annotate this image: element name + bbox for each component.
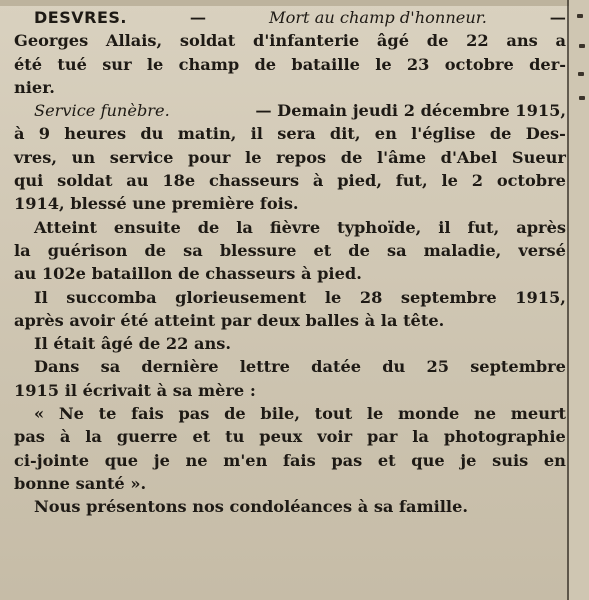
article-line: nier. [14,77,55,97]
adjacent-column-mark [579,96,585,100]
article-line: ci-jointe que je ne m'en fais pas et que je suis en [14,450,566,470]
article-line: Georges Allais, soldat d'infanterie âgé de 22 ans a [14,31,566,51]
article-line: bonne santé ». [14,473,147,493]
article-line [14,99,566,122]
adjacent-column-mark [577,14,583,18]
adjacent-column-strip [569,0,589,600]
line-text: — Demain jeudi 2 décembre 1915, [255,101,566,121]
place-name: DESVRES. [34,8,127,27]
article-line: Il succomba glorieusement le 28 septembre 1915, [34,287,566,307]
article-line: qui soldat au 18e chasseurs à pied, fut, le 2 octobre [14,171,566,191]
dash: — [549,8,566,27]
article-line: après avoir été atteint par deux balles à la tête. [14,310,445,330]
article-line: 1915 il écrivait à sa mère : [14,380,256,400]
article-line: Nous présentons nos condoléances à sa famille. [34,497,469,517]
article-line: 1914, blessé une première fois. [14,194,299,214]
article-body [14,6,566,519]
article-line: pas à la guerre et tu peux voir par la photographie [14,427,566,447]
article-line [14,6,566,29]
article-line: Dans sa dernière lettre datée du 25 septembre [34,357,566,377]
article-line: Il était âgé de 22 ans. [34,334,232,354]
article-line: été tué sur le champ de bataille le 23 octobre der- [14,54,566,74]
adjacent-column-mark [579,44,585,48]
article-line: « Ne te fais pas de bile, tout le monde ne meurt [34,404,566,424]
dash: — [189,8,207,27]
article-line: au 102e bataillon de chasseurs à pied. [14,264,362,284]
article-line: à 9 heures du matin, il sera dit, en l'église de Des- [14,124,566,144]
section-heading: Service funèbre. [34,101,170,121]
article-line: la guérison de sa blessure et de sa maladie, versé [14,240,566,260]
article-heading: Mort au champ d'honneur. [269,8,487,27]
article-line: Atteint ensuite de la fièvre typhoïde, il fut, après [34,217,566,237]
article-line: vres, un service pour le repos de l'âme d'Abel Sueur [14,147,566,167]
adjacent-column-mark [578,72,584,76]
